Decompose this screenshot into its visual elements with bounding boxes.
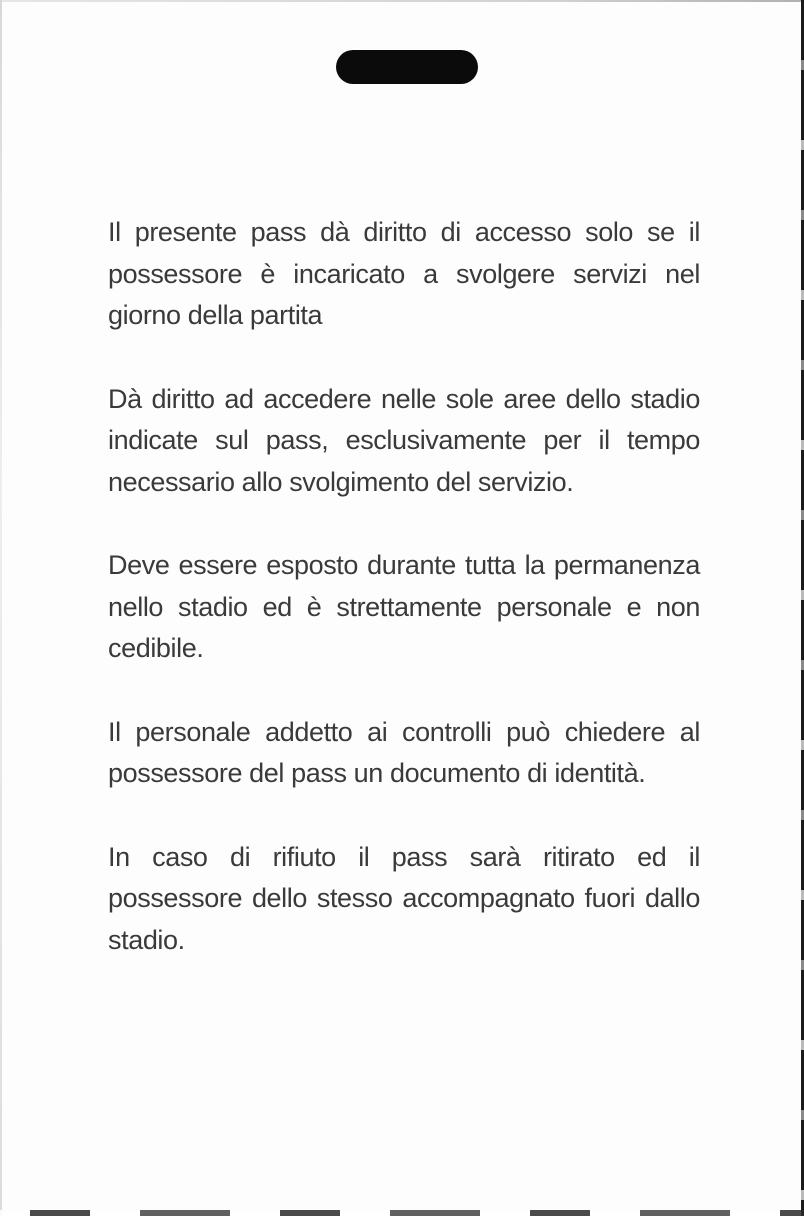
paragraph-refusal-consequence: In caso di rifiuto il pass sarà ritirato ed il possessore dello stesso accompagnato fuori dallo stadio. xyxy=(108,841,700,955)
paragraph-area-restrictions: Dà diritto ad accedere nelle sole aree dello stadio indicate sul pass, esclusivamente per il tempo necessario allo svolgimento del servizio. xyxy=(108,383,700,497)
paragraph-identity-check: Il personale addetto ai controlli può chiedere al possessore del pass un documento di identità. xyxy=(108,716,700,788)
lanyard-slot xyxy=(336,50,478,84)
paragraph-display-requirement: Deve essere esposto durante tutta la permanenza nello stadio ed è strettamente personale e non cedibile. xyxy=(108,550,700,663)
terms-text xyxy=(108,212,700,1003)
paragraph-access-conditions: Il presente pass dà diritto di accesso solo se il possessore è incaricato a svolgere servizi nel giorno della partita xyxy=(108,217,700,330)
card-edge-left xyxy=(0,0,2,1216)
card-edge-top xyxy=(0,0,804,2)
card-edge-bottom xyxy=(0,1210,804,1216)
